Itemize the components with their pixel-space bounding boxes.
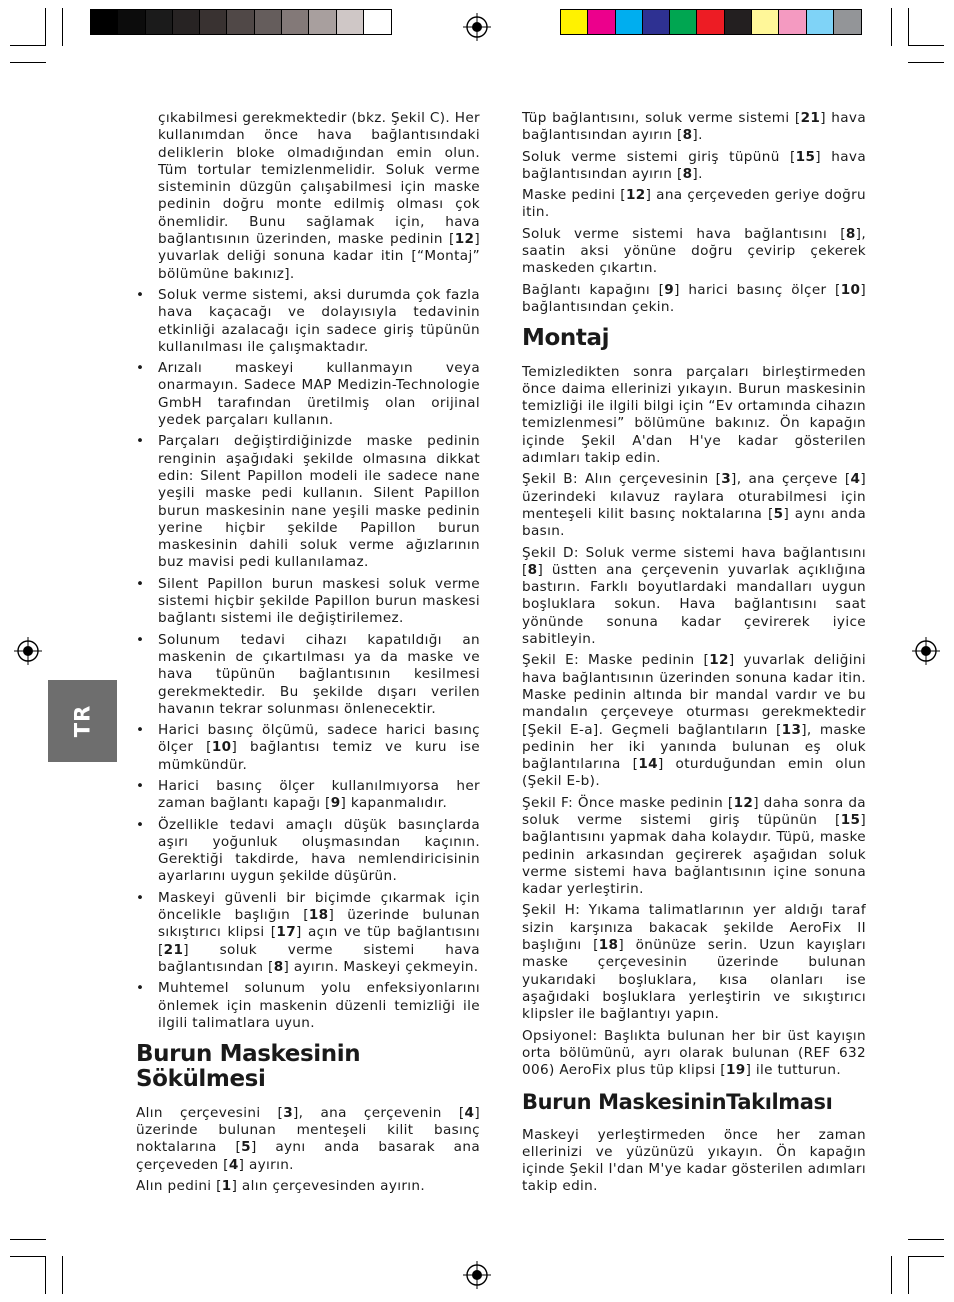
removal-paragraphs <box>136 1105 480 1195</box>
text-run: ] üzerinde bulunan sıkıştırıcı klipsi [ <box>158 907 480 941</box>
color-swatch <box>561 10 588 34</box>
disassembly-paragraphs <box>522 110 866 316</box>
color-swatch <box>282 10 309 34</box>
text-run: ] alın çerçevesinden ayırın. <box>231 1177 426 1194</box>
text-run: ], ana çerçeve [ <box>731 471 851 488</box>
text-run: ] harici basınç ölçer [ <box>674 281 841 298</box>
part-number: 3 <box>721 471 732 488</box>
list-item <box>136 778 480 813</box>
text-run: Harici basınç ölçer kullanılmıyorsa her zaman bağlantı kapağı [ <box>158 777 480 812</box>
text-run: ] ayırın. <box>238 1156 294 1173</box>
part-number: 4 <box>228 1156 239 1173</box>
text-run: ] bağlantısından çekin. <box>522 281 866 315</box>
text-run: Solunum tedavi cihazı kapatıldığı an maskenin de çıkartılması ya da maske ve hava tüpünün bağlantısının kesilmesi gerekmektedir. Bu şekilde dışarı verilen havanın tekrar solunması önlenecektir. <box>158 631 480 717</box>
language-tab-label: TR <box>70 704 95 738</box>
text-run: ] yuvarlak deliği sonuna kadar itin [“Montaj” bölümüne bakınız]. <box>158 231 480 282</box>
color-swatch <box>588 10 615 34</box>
part-number: 19 <box>725 1062 746 1079</box>
text-run: ] kapanmalıdır. <box>340 795 448 812</box>
paragraph <box>522 1127 866 1196</box>
list-item <box>136 890 480 976</box>
text-run: ] üzerinde bulunan menteşeli kilit basınç noktalarına [ <box>136 1104 481 1156</box>
text-run: Silent Papillon burun maskesi soluk verme sistemi hiçbir şekilde Papillon burun maskesi bağlantı sistemi ile değiştirilemez. <box>158 575 480 627</box>
text-run: ] soluk verme sistemi hava bağlantısından [ <box>158 941 480 975</box>
registration-mark-icon <box>14 637 42 665</box>
list-item <box>136 287 480 356</box>
text-run: Şekil H: Yıkama talimatlarının yer aldığı taraf sizin karşınıza bakacak şekilde AeroFix II başlığını [ <box>522 902 866 954</box>
text-run: Maskeyi yerleştirmeden önce her zaman ellerinizi ve yüzünüzü yıkayın. Ön kapağın içinde Şekil I'dan M'ye kadar gösterilen adımları takip edin. <box>522 1126 866 1195</box>
paragraph <box>522 364 866 468</box>
text-run: Temizledikten sonra parçaları birleştirmeden önce daima ellerinizi yıkayın. Burun maskesinin temizliği ile ilgili bilgi için “Ev ortamında cihazın temizlenmesi” bölümüne bakınız. Ön kapağın içinde Şekil A'dan H'ye kadar gösterilen adımları takip edin. <box>522 363 866 467</box>
section-heading-assembly: Montaj <box>522 325 610 352</box>
paragraph <box>522 902 866 1023</box>
part-number: 8 <box>527 561 538 578</box>
text-run: Bağlantı kapağını [ <box>522 281 665 298</box>
paragraph <box>522 652 866 790</box>
grayscale-color-bar <box>90 9 392 35</box>
list-item <box>136 980 480 1032</box>
left-column <box>136 110 480 1199</box>
paragraph <box>522 110 866 145</box>
assembly-paragraphs <box>522 364 866 1080</box>
text-run: Alın çerçevesini [ <box>136 1104 284 1121</box>
text-run: ] üzerindeki kılavuz raylara oturabilmesi için menteşeli kilit basınç noktalarına [ <box>522 471 867 522</box>
text-run: ] bağlantısını yapmak daha kolaydır. Tüpü, maske pedinin arkasından geçirerek aşağıdan soluk verme sistemi hava bağlantısının içine sonuna kadar yerleştirin. <box>522 811 866 898</box>
section-heading-fitting: Burun MaskesininTakılması <box>522 1090 833 1115</box>
intro-paragraph <box>136 110 480 283</box>
language-tab <box>48 680 117 762</box>
text-run: Muhtemel solunum yolu enfeksiyonlarını önlemek için maskenin düzenli temizliği ile ilgili talimatlara uyun. <box>158 980 480 1031</box>
part-number: 8 <box>845 225 856 242</box>
list-item <box>136 576 480 628</box>
text-run: çıkabilmesi gerekmektedir (bkz. Şekil C). Her kullanımdan önce hava bağlantısındaki deliklerin bloke olmadığından emin olun. Tüm tortular temizlenmelidir. Soluk verme sisteminin düzgün çalışabilmesi için maske pedinin doğru monte edilmiş olması çok önemlidir. Bunu sağlamak için, hava bağlantısının üzerinden, maske pedinin [ <box>158 110 480 248</box>
part-number: 12 <box>709 652 729 669</box>
text-run: ] bağlantısı temiz ve kuru ise mümkündür. <box>158 739 480 773</box>
text-run: ] hava bağlantısından ayırın [ <box>522 110 866 144</box>
text-run: Şekil E: Maske pedinin [ <box>522 652 710 669</box>
part-number: 5 <box>241 1139 251 1156</box>
text-run: ] hava bağlantısından ayırın [ <box>522 148 866 182</box>
text-run: ]. <box>692 165 703 182</box>
text-run: ] önünüze serin. Uzun kayışları maske çerçevesinin üzerinde bulunan yukarıdaki boşluklara, kısa olanları ise aşağıdaki boşluklara yerleştirin ve sıkıştırıcı klipsler ile bağlantıyı yapın. <box>522 937 866 1023</box>
color-swatch <box>91 10 118 34</box>
text-run: ] ana çerçeveden geriye doğru itin. <box>522 187 866 221</box>
paragraph <box>136 1178 480 1195</box>
registration-mark-icon <box>463 13 491 41</box>
text-run: Şekil D: Soluk verme sistemi hava bağlantısını [ <box>522 544 866 578</box>
part-number: 18 <box>598 937 619 954</box>
part-number: 1 <box>221 1177 232 1194</box>
paragraph <box>522 1028 866 1080</box>
paragraph <box>522 187 866 222</box>
part-number: 18 <box>308 907 329 924</box>
part-number: 8 <box>273 958 284 975</box>
text-run: ], maske pedinin her iki yanında bulunan eş oluk bağlantılarına [ <box>522 721 866 773</box>
color-swatch <box>752 10 779 34</box>
color-swatch <box>807 10 834 34</box>
part-number: 15 <box>840 811 861 828</box>
text-run: Alın pedini [ <box>136 1177 222 1194</box>
color-swatch <box>173 10 200 34</box>
part-number: 9 <box>664 281 675 298</box>
color-swatch <box>364 10 391 34</box>
paragraph <box>522 226 866 278</box>
paragraph <box>136 1105 480 1174</box>
color-swatch <box>779 10 806 34</box>
text-run: ] açın ve tüp bağlantısını [ <box>158 924 480 958</box>
text-run: Harici basınç ölçümü, sadece harici basınç ölçer [ <box>158 722 480 756</box>
paragraph <box>522 149 866 184</box>
color-swatch <box>146 10 173 34</box>
color-swatch <box>725 10 752 34</box>
part-number: 10 <box>211 739 232 756</box>
text-run: Özellikle tedavi amaçlı düşük basınçlarda aşırı yoğunluk oluşmasından kaçının. Gerektiği takdirde, hava nemlendiricisinin ayarlarını uygun şekilde düşürün. <box>158 816 480 885</box>
registration-mark-icon <box>463 1261 491 1289</box>
part-number: 17 <box>276 924 297 941</box>
color-swatch <box>616 10 643 34</box>
part-number: 4 <box>850 471 861 488</box>
text-run: ], saatin aksi yönüne doğru çevirip çekerek maskeden çıkartın. <box>522 225 866 277</box>
part-number: 5 <box>773 505 784 522</box>
color-swatch <box>834 10 861 34</box>
text-run: Opsiyonel: Başlıkta bulunan her bir üst kayışın orta bölümünü, ayrı olarak bulunan (REF 632 006) AeroFix plus tüp klipsi [ <box>522 1027 866 1079</box>
paragraph <box>522 471 866 540</box>
section-heading-removal: Burun Maskesinin Sökülmesi <box>136 1041 361 1093</box>
part-number: 3 <box>283 1104 294 1121</box>
paragraph <box>522 545 866 649</box>
color-swatch <box>643 10 670 34</box>
part-number: 10 <box>840 281 861 298</box>
list-item <box>136 817 480 886</box>
text-run: ] daha sonra da soluk verme sistemi giriş tüpünün [ <box>522 794 866 828</box>
text-run: Tüp bağlantısını, soluk verme sistemi [ <box>522 110 801 126</box>
paragraph <box>522 795 866 899</box>
part-number: 8 <box>682 127 693 144</box>
color-swatch <box>309 10 336 34</box>
text-run: ] yuvarlak deliğini hava bağlantısının üzerinden sonuna kadar itin. Maske pedinin altında bir mandal vardır ve bu mandalın çerçeveye oturması gerekmektedir [Şekil E-a]. Geçmeli bağlantıların [ <box>522 652 867 738</box>
text-run: ] ile tutturun. <box>745 1062 842 1079</box>
color-swatch <box>337 10 364 34</box>
list-item <box>136 632 480 718</box>
color-swatch <box>670 10 697 34</box>
list-item <box>136 360 480 429</box>
text-run: ] ayırın. Maskeyi çekmeyin. <box>283 958 479 975</box>
color-swatch <box>118 10 145 34</box>
text-run: Maske pedini [ <box>522 187 626 204</box>
text-run: ]. <box>692 127 703 144</box>
text-run: Soluk verme sistemi giriş tüpünü [ <box>522 148 796 165</box>
list-item <box>136 722 480 774</box>
text-run: ], ana çerçevenin [ <box>293 1104 465 1121</box>
warning-list <box>136 287 480 1032</box>
text-run: Soluk verme sistemi, aksi durumda çok fazla hava kaçacağı ve dolayısıyla tedavinin etkinliği azalacağı için sadece giriş tüpünün kullanılması ile çalışmaktadır. <box>158 286 480 355</box>
part-number: 13 <box>781 721 802 738</box>
part-number: 12 <box>454 231 475 248</box>
text-run: ] aynı anda basarak ana çerçeveden [ <box>136 1139 481 1173</box>
text-run: Maskeyi güvenli bir biçimde çıkarmak için öncelikle başlığın [ <box>158 889 480 924</box>
color-swatch <box>200 10 227 34</box>
right-column <box>522 110 866 1200</box>
text-run: Şekil B: Alın çerçevesinin [ <box>522 471 722 488</box>
fitting-paragraphs <box>522 1127 866 1196</box>
color-swatch <box>227 10 254 34</box>
text-run: ] oturduğundan emin olun (Şekil E-b). <box>522 756 867 790</box>
part-number: 14 <box>638 756 658 773</box>
part-number: 21 <box>800 110 821 126</box>
color-swatch <box>697 10 724 34</box>
text-run: Arızalı maskeyi kullanmayın veya onarmayın. Sadece MAP Medizin-Technologie GmbH tarafından üretilmiş olan orijinal yedek parçaları kullanın. <box>158 360 480 429</box>
color-swatch <box>255 10 282 34</box>
paragraph <box>522 282 866 317</box>
text-run: ] üstten ana çerçevenin yuvarlak açıklığına bastırın. Farklı boyutlardaki mandalları uygun boşluklara sokun. Hava bağlantısını saat yönünde sonuna kadar çevirerek iyice sabitleyin. <box>522 561 866 648</box>
part-number: 4 <box>464 1104 475 1121</box>
part-number: 8 <box>682 165 693 182</box>
part-number: 9 <box>330 795 341 812</box>
part-number: 12 <box>625 187 646 204</box>
part-number: 21 <box>163 941 184 958</box>
list-item <box>136 433 480 571</box>
registration-mark-icon <box>912 637 940 665</box>
part-number: 15 <box>795 148 816 165</box>
part-number: 12 <box>733 794 754 811</box>
text-run: Şekil F: Önce maske pedinin [ <box>522 794 734 811</box>
text-run: Parçaları değiştirdiğinizde maske pedinin renginin aşağıdaki şekilde olmasına dikkat edin: Silent Papillon modeli ile sadece nane yeşili maske pedi kullanın. Silent Papillon burun maskesinin nane yeşili maske pedinin yerine hiçbir şekilde Papillon burun maskesinin dahili soluk verme ağızlarının buz mavisi pedi kullanılamaz. <box>158 433 480 571</box>
text-run: Soluk verme sistemi hava bağlantısını [ <box>522 225 846 242</box>
process-color-bar <box>560 9 862 35</box>
text-run: ] aynı anda basın. <box>522 505 866 540</box>
